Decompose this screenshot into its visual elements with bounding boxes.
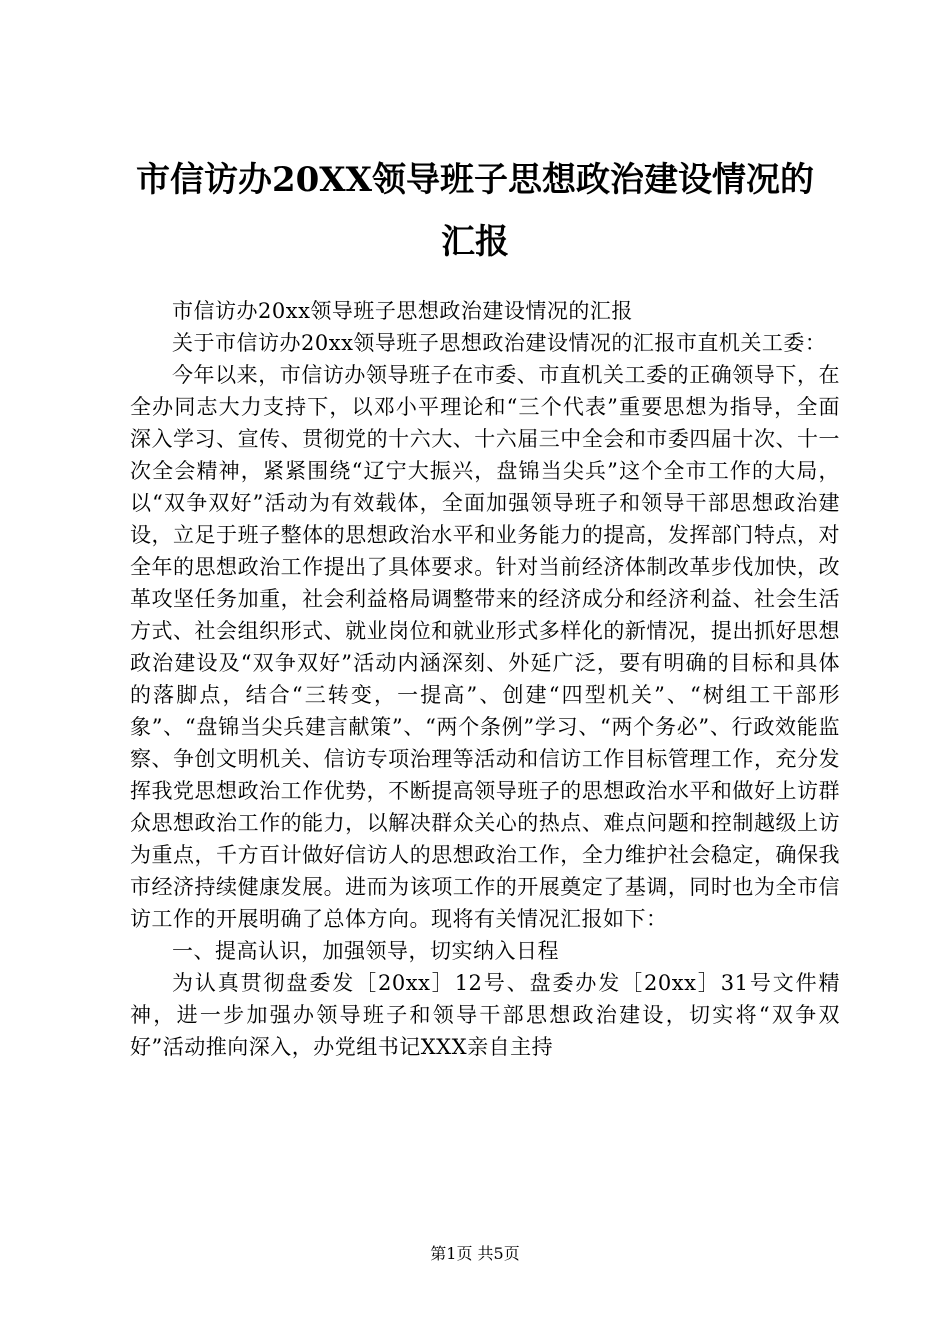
section-heading-1: 一、提高认识，加强领导，切实纳入日程 [172, 939, 559, 963]
document-title-line1: 市信访办20XX领导班子思想政治建设情况的 [135, 160, 815, 200]
document-title-line2: 汇报 [441, 222, 509, 262]
paragraph-salutation: 关于市信访办20xx领导班子思想政治建设情况的汇报市直机关工委： [172, 331, 827, 355]
paragraph-intro: 今年以来，市信访办领导班子在市委、市直机关工委的正确领导下，在全办同志大力支持下，以邓小平理论和“三个代表”重要思想为指导，全面深入学习、宣传、贯彻党的十六大、十六届三中全会和市委四届十次、十一次全会精神，紧紧围绕“辽宁大振兴，盘锦当尖兵”这个全市工作的大局，以“双争双好”活动为有效载体，全面加强领导班子和领导干部思想政治建设，立足于班子整体的思想政治水平和业务能力的提高，发挥部门特点，对全年的思想政治工作提出了具体要求。针对当前经济体制改革步伐加快，改革攻坚任务加重，社会利益格局调整带来的经济成分和经济利益、社会生活方式、社会组织形式、就业岗位和就业形式多样化的新情况，提出抓好思想政治建设及“双争双好”活动内涵深刻、外延广泛，要有明确的目标和具体的落脚点，结合“三转变，一提高”、创建“四型机关”、“树组工干部形象”、“盘锦当尖兵建言献策”、“两个条例”学习、“两个务必”、行政效能监察、争创文明机关、信访专项治理等活动和信访工作目标管理工作，充分发挥我党思想政治工作优势，不断提高领导班子的思想政治水平和做好上访群众思想政治工作的能力，以解决群众关心的热点、难点问题和控制越级上访为重点，千方百计做好信访人的思想政治工作，全力维护社会稳定，确保我市经济持续健康发展。进而为该项工作的开展奠定了基调，同时也为全市信访工作的开展明确了总体方向。现将有关情况汇报如下： [130, 363, 840, 931]
paragraph-subtitle: 市信访办20xx领导班子思想政治建设情况的汇报 [172, 299, 633, 323]
paragraph-section-1: 为认真贯彻盘委发［20xx］12号、盘委办发［20xx］31号文件精神，进一步加强办领导班子和领导干部思想政治建设，切实将“双争双好”活动推向深入，办党组书记XXX亲自主持 [130, 971, 840, 1059]
document-body [130, 295, 840, 1063]
page-footer: 第1页 共5页 [430, 1244, 520, 1263]
